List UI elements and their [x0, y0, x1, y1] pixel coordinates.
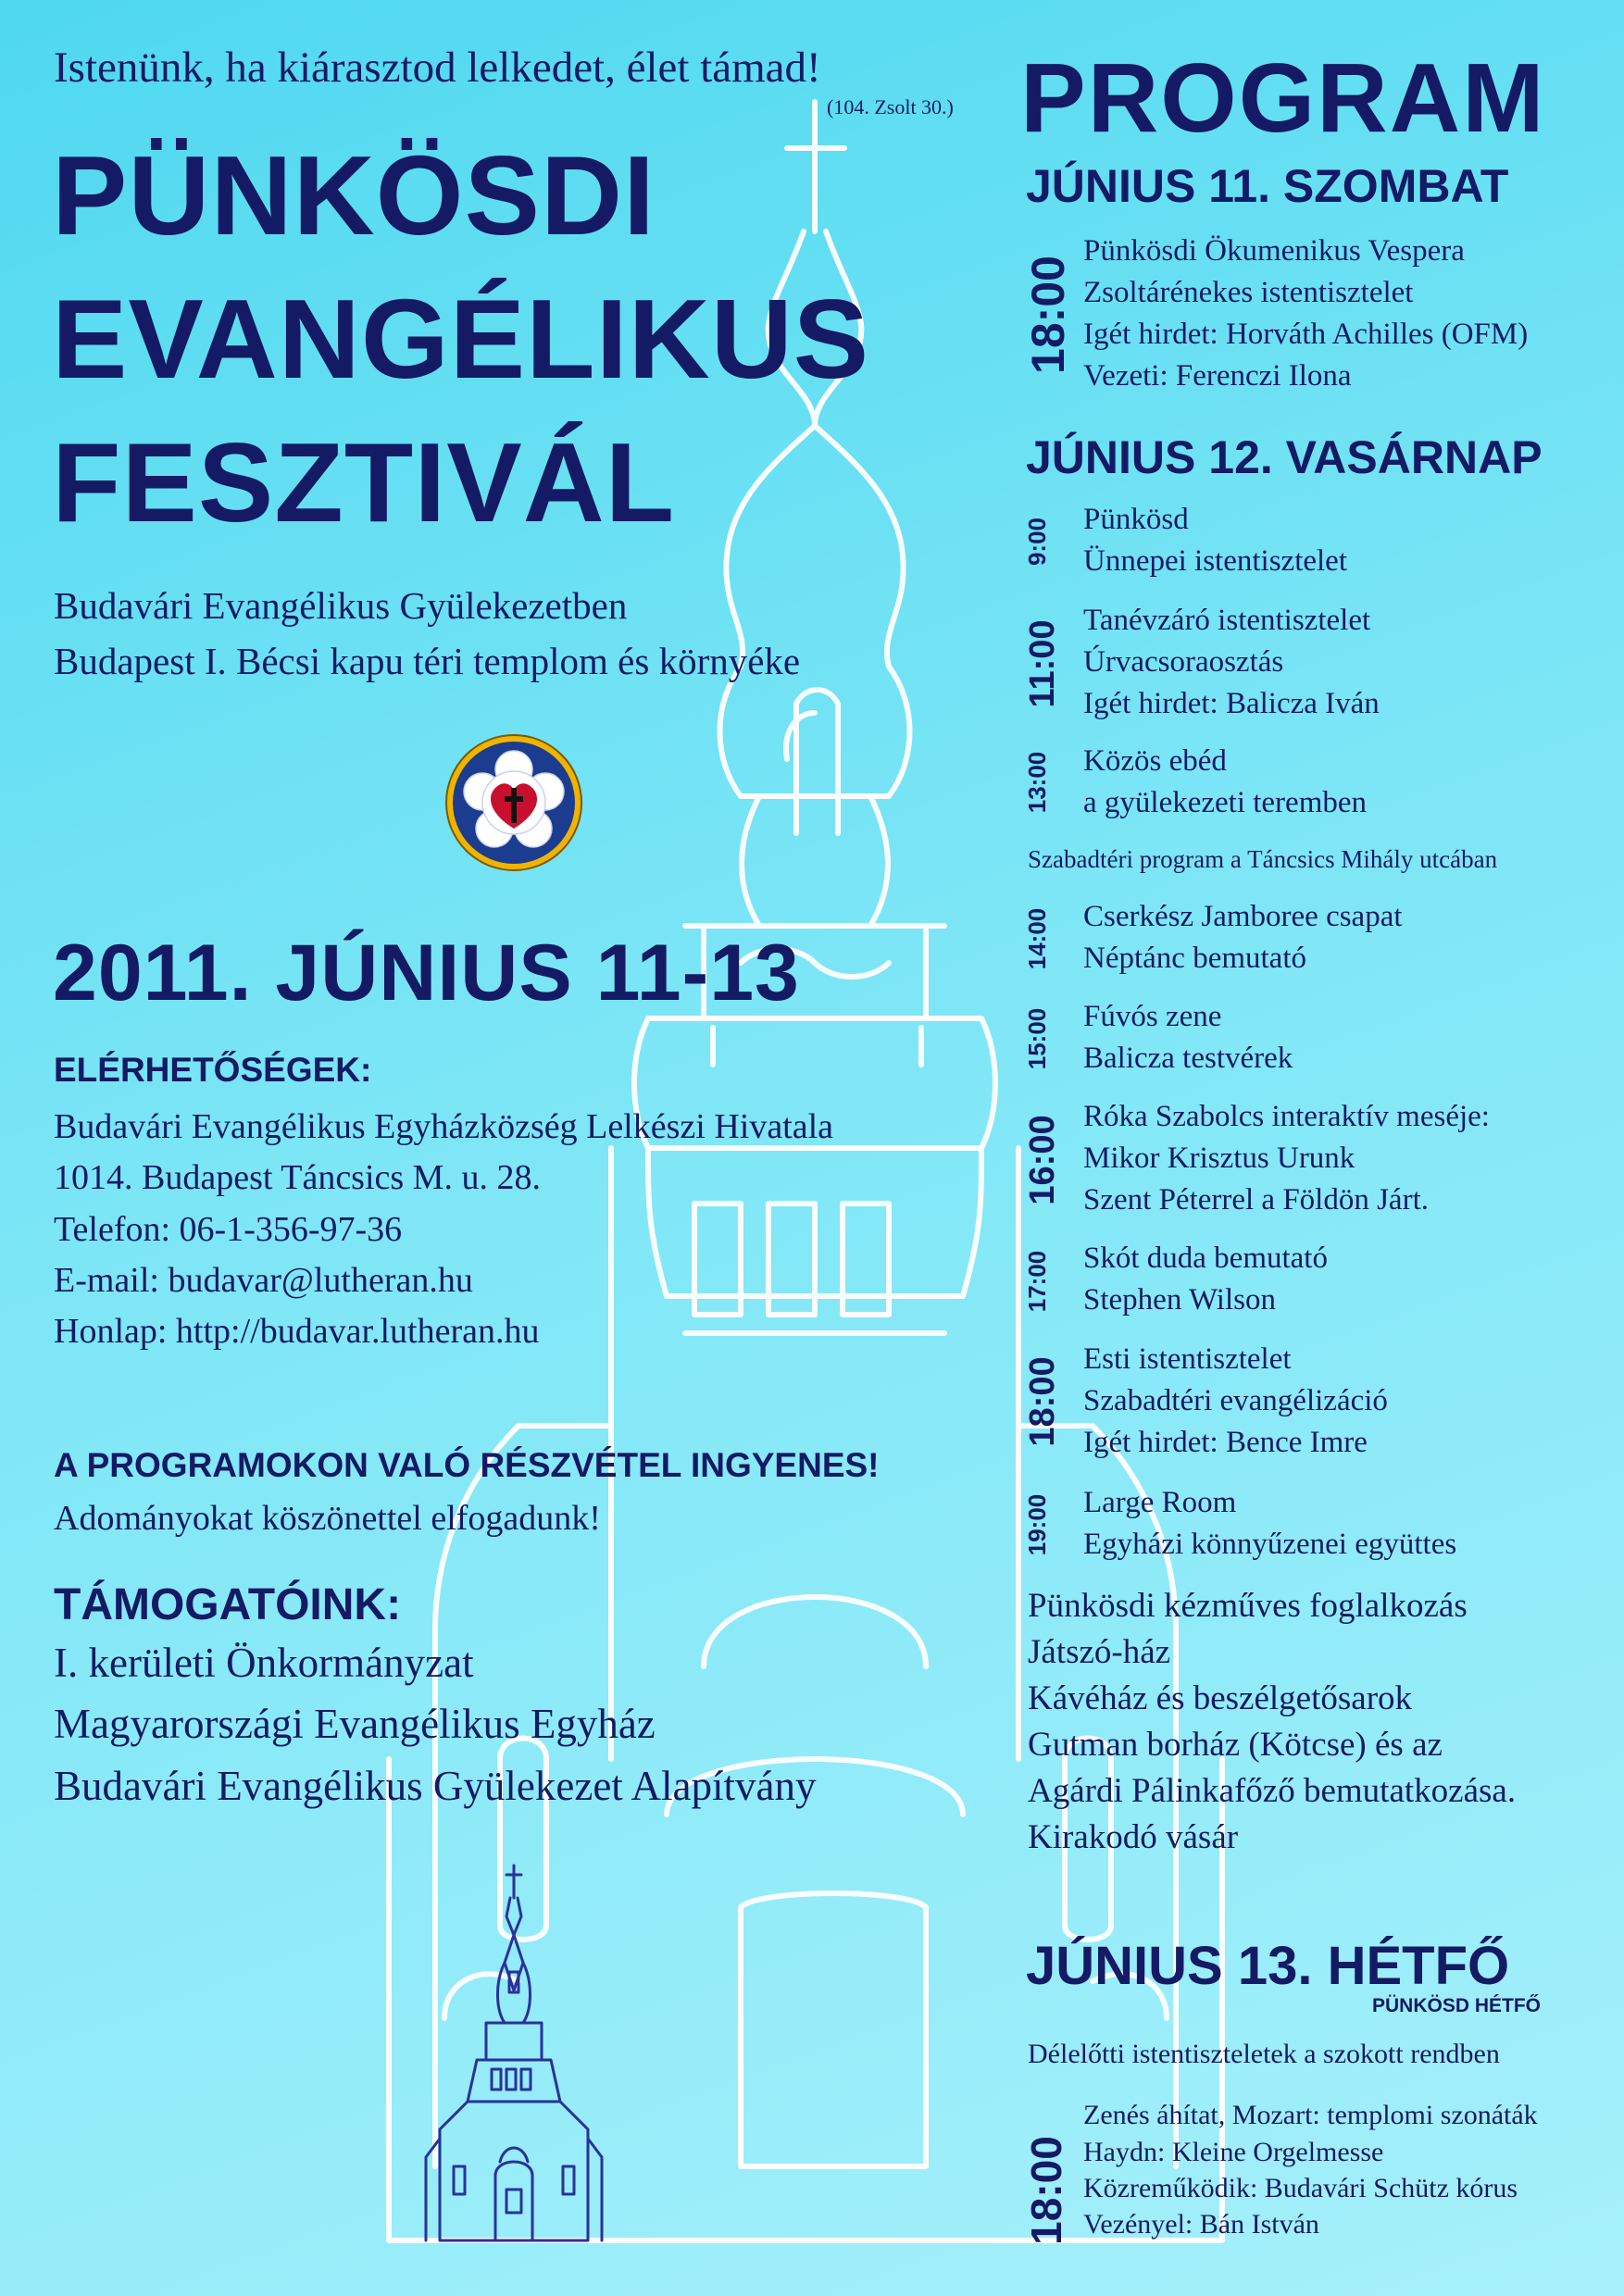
- sunday-13-line-2: a gyülekezeti teremben: [1083, 786, 1368, 819]
- activity-2: Játszó-ház: [1028, 1633, 1171, 1671]
- sunday-14-line-1: Cserkész Jamboree csapat: [1083, 900, 1403, 933]
- sunday-9-line-1: Pünkösd: [1083, 503, 1189, 536]
- contact-email: E-mail: budavar@lutheran.hu: [54, 1261, 473, 1300]
- activity-1: Pünkösdi kézműves foglalkozás: [1028, 1587, 1468, 1625]
- monday-line-2: Haydn: Kleine Orgelmesse: [1083, 2137, 1384, 2167]
- sunday-13-line-1: Közös ebéd: [1083, 744, 1227, 778]
- title-line-3: FESZTIVÁL: [52, 419, 676, 545]
- activity-5: Agárdi Pálinkafőző bemutatkozása.: [1028, 1772, 1517, 1810]
- sunday-18-line-1: Esti istentisztelet: [1083, 1342, 1292, 1376]
- donations-text: Adományokat köszönettel elfogadunk!: [54, 1499, 601, 1538]
- motto: Istenünk, ha kiárasztod lelkedet, élet támad!: [54, 44, 821, 92]
- saturday-line-3: Igét hirdet: Horváth Achilles (OFM): [1083, 318, 1529, 351]
- motto-reference: (104. Zsolt 30.): [827, 95, 954, 119]
- monday-time: 18:00: [1022, 2136, 1070, 2245]
- sunday-16-line-1: Róka Szabolcs interaktív meséje:: [1083, 1100, 1490, 1133]
- sunday-time-18: 18:00: [1023, 1356, 1062, 1447]
- small-church-drawing: [421, 1861, 606, 2250]
- contact-phone: Telefon: 06-1-356-97-36: [54, 1210, 403, 1249]
- sunday-17-line-2: Stephen Wilson: [1083, 1283, 1276, 1316]
- sunday-time-15: 15:00: [1023, 1007, 1051, 1070]
- sunday-time-17: 17:00: [1023, 1250, 1051, 1313]
- sunday-19-line-2: Egyházi könnyűzenei együttes: [1083, 1528, 1457, 1561]
- activity-4: Gutman borház (Kötcse) és az: [1028, 1726, 1443, 1764]
- sunday-18-line-3: Igét hirdet: Bence Imre: [1083, 1426, 1368, 1459]
- sunday-17-line-1: Skót duda bemutató: [1083, 1242, 1328, 1275]
- contact-address: 1014. Budapest Táncsics M. u. 28.: [54, 1158, 541, 1197]
- sunday-16-line-2: Mikor Krisztus Urunk: [1083, 1142, 1355, 1175]
- saturday-line-1: Pünkösdi Ökumenikus Vespera: [1083, 234, 1465, 268]
- monday-line-3: Közreműködik: Budavári Schütz kórus: [1083, 2173, 1518, 2203]
- sunday-15-line-1: Fúvós zene: [1083, 1000, 1222, 1033]
- sunday-11-line-1: Tanévzáró istentisztelet: [1083, 604, 1371, 637]
- monday-heading: JÚNIUS 13. HÉTFŐ: [1026, 1936, 1510, 1996]
- sunday-15-line-2: Balicza testvérek: [1083, 1042, 1293, 1075]
- sunday-16-line-3: Szent Péterrel a Földön Járt.: [1083, 1183, 1429, 1217]
- activity-6: Kirakodó vásár: [1028, 1818, 1239, 1856]
- sunday-time-9: 9:00: [1023, 517, 1051, 567]
- sunday-time-16: 16:00: [1023, 1115, 1062, 1205]
- sunday-9-line-2: Ünnepei istentisztelet: [1083, 544, 1347, 578]
- sunday-time-13: 13:00: [1023, 751, 1051, 814]
- outdoor-note: Szabadtéri program a Táncsics Mihály utcában: [1028, 845, 1498, 873]
- sunday-time-11: 11:00: [1023, 619, 1062, 708]
- sunday-time-14: 14:00: [1023, 907, 1051, 970]
- sponsor-2: Magyarországi Evangélikus Egyház: [54, 1701, 656, 1747]
- sunday-11-line-2: Úrvacsoraosztás: [1083, 645, 1284, 679]
- sunday-19-line-1: Large Room: [1083, 1486, 1237, 1519]
- title-line-2: EVANGÉLIKUS: [52, 276, 870, 402]
- monday-line-4: Vezényel: Bán István: [1083, 2209, 1319, 2240]
- saturday-time: 18:00: [1022, 256, 1074, 374]
- sponsor-3: Budavári Evangélikus Gyülekezet Alapítvány: [54, 1763, 817, 1809]
- contact-website: Honlap: http://budavar.lutheran.hu: [54, 1312, 540, 1351]
- venue-line-2: Budapest I. Bécsi kapu téri templom és környéke: [54, 640, 801, 682]
- sunday-heading: JÚNIUS 12. VASÁRNAP: [1026, 431, 1543, 483]
- program-title: PROGRAM: [1020, 44, 1546, 153]
- sponsor-1: I. kerületi Önkormányzat: [54, 1640, 474, 1686]
- sunday-time-19: 19:00: [1023, 1493, 1051, 1556]
- saturday-line-2: Zsoltárénekes istentisztelet: [1083, 276, 1414, 309]
- free-entry-heading: A PROGRAMOKON VALÓ RÉSZVÉTEL INGYENES!: [54, 1446, 880, 1484]
- sunday-14-line-2: Néptánc bemutató: [1083, 942, 1306, 975]
- contacts-heading: ELÉRHETŐSÉGEK:: [54, 1051, 372, 1089]
- monday-note: Délelőtti istentiszteletek a szokott rendben: [1028, 2039, 1500, 2069]
- sunday-18-line-2: Szabadtéri evangélizáció: [1083, 1384, 1388, 1417]
- venue-line-1: Budavári Evangélikus Gyülekezetben: [54, 584, 628, 627]
- contact-office: Budavári Evangélikus Egyházközség Lelkészi Hivatala: [54, 1107, 834, 1146]
- sponsors-heading: TÁMOGATÓINK:: [54, 1580, 402, 1629]
- saturday-line-4: Vezeti: Ferenczi Ilona: [1083, 359, 1352, 393]
- monday-line-1: Zenés áhítat, Mozart: templomi szonáták: [1083, 2100, 1538, 2130]
- title-line-1: PÜNKÖSDI: [52, 132, 656, 258]
- monday-subheading: PÜNKÖSD HÉTFŐ: [1372, 1995, 1542, 2016]
- sunday-11-line-3: Igét hirdet: Balicza Iván: [1083, 687, 1380, 720]
- saturday-heading: JÚNIUS 11. SZOMBAT: [1026, 160, 1509, 212]
- luther-rose-icon: [443, 732, 584, 873]
- festival-date: 2011. JÚNIUS 11-13: [53, 929, 800, 1017]
- activity-3: Kávéház és beszélgetősarok: [1028, 1679, 1413, 1717]
